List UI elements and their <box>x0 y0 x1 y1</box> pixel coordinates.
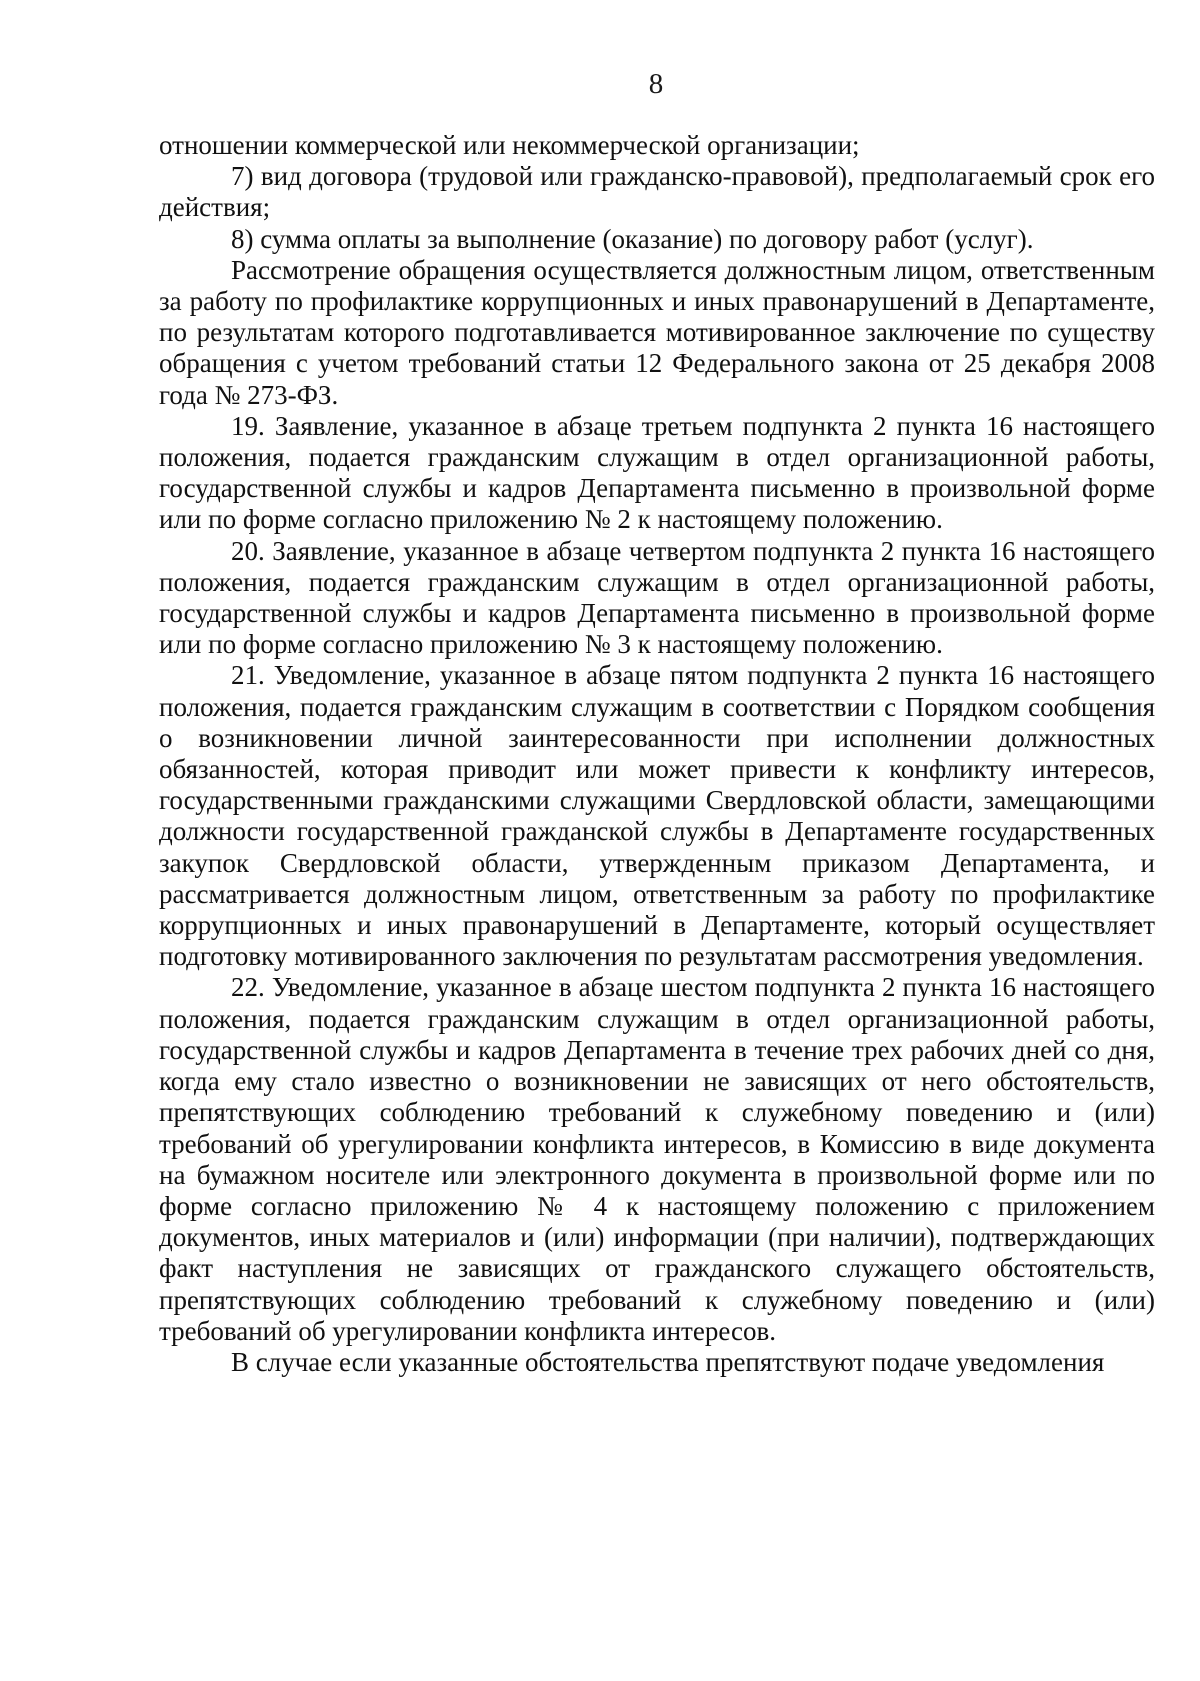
paragraph-20: 20. Заявление, указанное в абзаце четвертом подпункта 2 пункта 16 настоящего положения, подается гражданским служащим в отдел организационной работы, государственной службы и кадров Департамента письменно в произвольной форме или по форме согласно приложению № 3 к настоящему положению. <box>159 535 1155 660</box>
paragraph-continuation: отношении коммерческой или некоммерческой организации; <box>159 130 860 160</box>
page-number: 8 <box>648 68 664 100</box>
paragraph-item-8: 8) сумма оплаты за выполнение (оказание) по договору работ (услуг). <box>231 223 1034 254</box>
paragraph-review: Рассмотрение обращения осуществляется должностным лицом, ответственным за работу по профилактике коррупционных и иных правонарушений в Департаменте, по результатам которого подготавливается мотивированное заключение по существу обращения с учетом требований статьи 12 Федерального закона от 25 декабря 2008 года № 273-ФЗ. <box>159 254 1155 410</box>
paragraph-21: 21. Уведомление, указанное в абзаце пятом подпункта 2 пункта 16 настоящего положения, подается гражданским служащим в соответствии с Порядком сообщения о возникновении личной заинтересованности при исполнении должностных обязанностей, которая приводит или может привести к конфликту интересов, государственными гражданскими служащими Свердловской области, замещающими должности государственной гражданской службы в Департаменте государственных закупок Свердловской области, утвержденным приказом Департамента, и рассматривается должностным лицом, ответственным за работу по профилактике коррупционных и иных правонарушений в Департаменте, который осуществляет подготовку мотивированного заключения по результатам рассмотрения уведомления. <box>159 660 1155 972</box>
document-body <box>159 130 1155 1378</box>
paragraph-item-7: 7) вид договора (трудовой или гражданско-правовой), предполагаемый срок его действия; <box>159 161 1155 223</box>
paragraph-19: 19. Заявление, указанное в абзаце третьем подпункта 2 пункта 16 настоящего положения, подается гражданским служащим в отдел организационной работы, государственной службы и кадров Департамента письменно в произвольной форме или по форме согласно приложению № 2 к настоящему положению. <box>159 410 1155 535</box>
paragraph-22: 22. Уведомление, указанное в абзаце шестом подпункта 2 пункта 16 настоящего положения, подается гражданским служащим в отдел организационной работы, государственной службы и кадров Департамента в течение трех рабочих дней со дня, когда ему стало известно о возникновении не зависящих от него обстоятельств, препятствующих соблюдению требований к служебному поведению и (или) требований об урегулировании конфликта интересов, в Комиссию в виде документа на бумажном носителе или электронного документа в произвольной форме или по форме согласно приложению № 4 к настоящему положению с приложением документов, иных материалов и (или) информации (при наличии), подтверждающих факт наступления не зависящих от гражданского служащего обстоятельств, препятствующих соблюдению требований к служебному поведению и (или) требований об урегулировании конфликта интересов. <box>159 972 1155 1346</box>
paragraph-final: В случае если указанные обстоятельства препятствуют подаче уведомления <box>231 1346 1105 1377</box>
